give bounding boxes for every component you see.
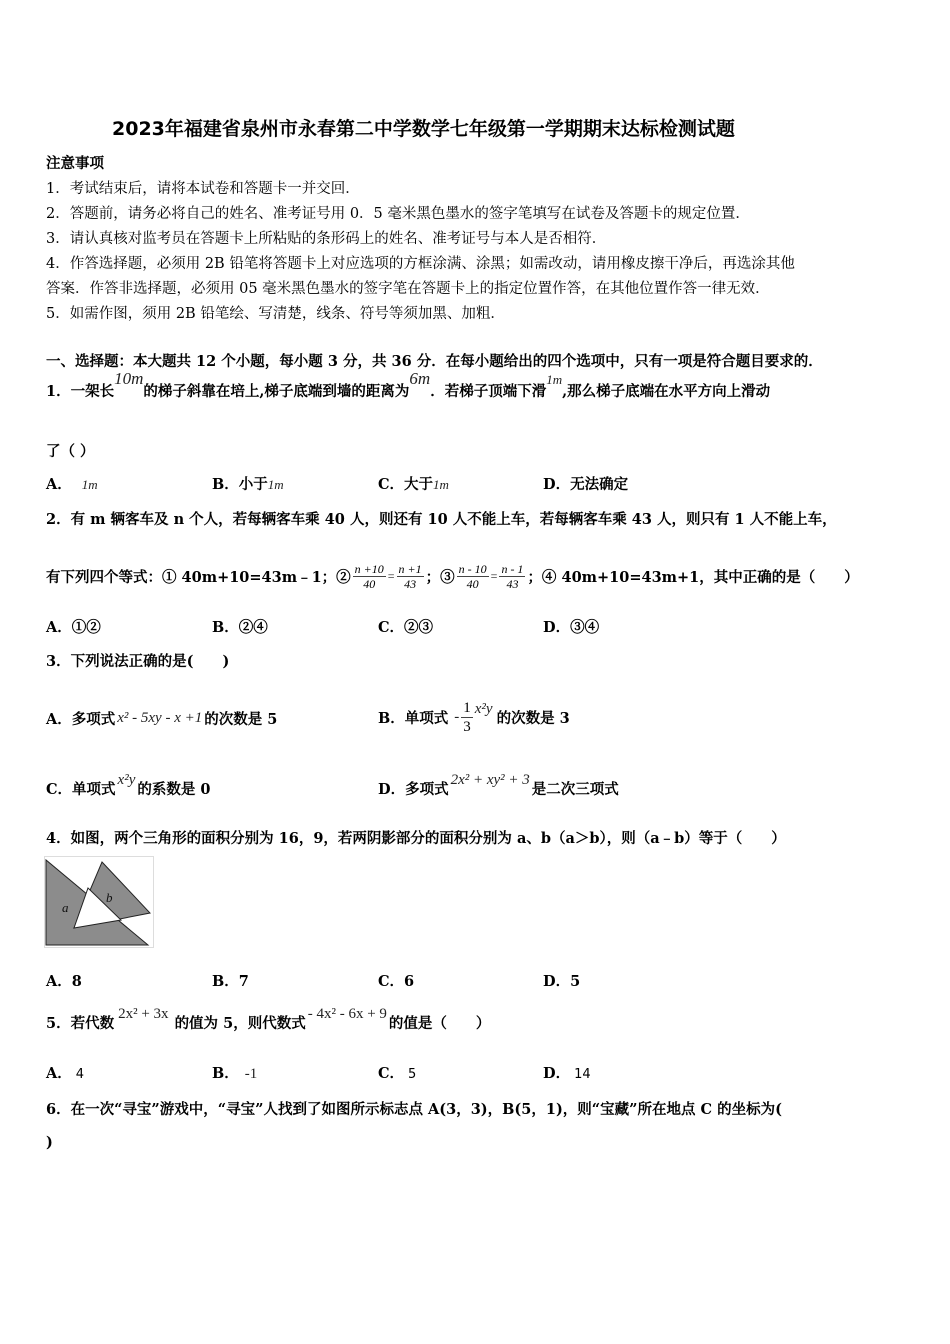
q1-text: ,那么梯子底端在水平方向上滑动 [562,383,771,400]
math-expression: x² - 5xy - x +1 [117,709,203,726]
fraction [353,562,386,591]
shaded-label-a: a [62,900,69,915]
equals-sign: = [490,568,498,583]
q2-text: ；③ [425,568,455,586]
fraction [397,562,424,591]
q5-text: 5．若代数 [46,1014,115,1032]
fraction-numerator: n - 1 [501,561,524,576]
math-expression: x²y [474,700,493,717]
q5-text: 的值是（ ） [388,1014,491,1032]
q1-text: ．若梯子顶端下滑 [430,383,547,400]
q2-option-a[interactable]: A．①② [46,619,101,636]
option-label: C． [378,1065,405,1082]
fraction [457,562,489,591]
q3-stem: 3．下列说法正确的是( ) [46,653,230,670]
q6-stem: 6．在一次“寻宝”游戏中，“寻宝”人找到了如图所示标志点 A(3，3)，B(5，1)，则“宝藏”所在地点 C 的坐标为( [46,1101,782,1118]
notice-item: 5．如需作图，须用 2B 铅笔绘、写清楚，线条、符号等须加黑、加粗． [46,306,505,322]
option-text: B．单项式 [378,709,449,727]
q3-option-d[interactable] [378,770,619,806]
math-expression: x²y [117,771,136,788]
fraction-numerator: n +1 [398,561,422,576]
math-expression: 2x² + xy² + 3 [450,771,530,788]
shaded-label-b: b [106,890,113,905]
option-text: 无法确定 [570,476,629,493]
notice-item: 2．答题前，请务必将自己的姓名、准考证号用 0．5 毫米黑色墨水的签字笔填写在试卷及答题卡的规定位置． [46,206,750,222]
fraction-numerator: n +10 [354,561,384,576]
fraction-denominator: 40 [363,576,376,591]
math-expression: - 4x² - 6x + 9 [307,1005,387,1022]
option-text: 大于 [404,476,434,493]
section-heading: 一、选择题：本大题共 12 个小题，每小题 3 分，共 36 分．在每小题给出的四个选项中，只有一项是符合题目要求的． [46,353,823,370]
option-value: 4 [75,1067,85,1082]
q2-equations [46,556,859,596]
fraction-numerator: n - 10 [458,561,487,576]
q1-option-d[interactable] [543,473,628,494]
notice-item: 3．请认真核对监考员在答题卡上所粘贴的条形码上的姓名、准考证号与本人是否相符． [46,231,607,247]
q1-text: 的梯子斜靠在培上,梯子底端到墙的距离为 [143,383,410,400]
q6-stem-end: ) [46,1134,53,1151]
option-label: D． [543,476,571,493]
q1-option-b[interactable] [212,473,284,494]
q1-slide: 1m [546,372,563,387]
fraction-denominator: 3 [463,718,471,735]
q5-stem [46,1004,490,1040]
option-text: 的系数是 0 [137,780,211,798]
option-text: D．多项式 [378,780,449,798]
q2-stem: 2．有 m 辆客车及 n 个人，若每辆客车乘 40 人，则还有 10 人不能上车，若每辆客车乘 43 人，则只有 1 人不能上车， [46,511,837,528]
fraction-denominator: 43 [404,576,417,591]
q4-option-d[interactable]: D．5 [543,973,581,990]
q2-text: 有下列四个等式：① 40m+10=43m﹣1；② [46,568,351,586]
q5-option-a[interactable] [46,1062,84,1083]
option-label: A． [46,1065,72,1082]
option-value: -1 [244,1066,258,1082]
q1-option-a[interactable] [46,473,98,494]
option-label: B． [212,1065,239,1082]
minus-sign: - [454,708,460,725]
option-value: 1m [81,477,98,492]
option-text: 的次数是 5 [204,710,278,728]
q5-option-b[interactable] [212,1062,257,1083]
option-text: 是二次三项式 [531,780,619,798]
q1-stem [46,369,771,401]
option-label: A． [46,476,72,493]
q1-option-c[interactable] [378,473,449,494]
fraction [499,562,525,591]
q2-option-c[interactable]: C．②③ [378,619,434,636]
q5-option-c[interactable] [378,1062,416,1083]
q5-text: 的值为 5，则代数式 [174,1014,306,1032]
option-label: D． [543,1065,571,1082]
q1-stem-end: 了（ ） [46,443,95,460]
notice-item: 答案．作答非选择题，必须用 05 毫米黑色墨水的签字笔在答题卡上的指定位置作答，在其他位置作答一律无效． [46,281,770,297]
option-label: B． [212,476,239,493]
fraction [461,699,473,736]
option-label: C． [378,476,405,493]
notice-item: 4．作答选择题，必须用 2B 铅笔将答题卡上对应选项的方框涂满、涂黑；如需改动，请用橡皮擦干净后，再选涂其他 [46,256,795,272]
fraction-denominator: 40 [466,576,479,591]
q4-stem: 4．如图，两个三角形的面积分别为 16，9，若两阴影部分的面积分别为 a、b（a＞b），则（a﹣b）等于（ ） [46,830,786,847]
q3-option-b[interactable] [378,684,570,750]
fraction-denominator: 43 [506,576,519,591]
option-text: 的次数是 3 [496,709,570,727]
q4-option-a[interactable]: A．8 [46,973,82,990]
q1-distance: 6m [409,369,431,388]
q3-option-c[interactable] [46,770,211,806]
q4-option-c[interactable]: C．6 [378,973,415,990]
q4-option-b[interactable]: B．7 [212,973,249,990]
math-expression: 2x² + 3x [118,1005,169,1022]
option-text: 小于 [238,476,268,493]
option-value: 5 [408,1067,417,1082]
q1-length: 10m [114,369,144,388]
q5-option-d[interactable] [543,1062,591,1083]
fraction-numerator: 1 [463,699,471,716]
q2-option-b[interactable]: B．②④ [212,619,268,636]
q2-option-d[interactable]: D．③④ [543,619,600,636]
notice-item: 1．考试结束后，请将本试卷和答题卡一并交回． [46,181,360,197]
option-value: 14 [574,1067,591,1082]
q2-text: ；④ 40m+10=43m+1，其中正确的是（ ） [527,568,859,586]
notice-heading: 注意事项 [46,155,104,172]
option-text: A．多项式 [46,710,116,728]
option-value: 1m [267,477,284,492]
option-text: C．单项式 [46,780,116,798]
triangles-figure [44,856,154,948]
page-title: 2023年福建省泉州市永春第二中学数学七年级第一学期期末达标检测试题 [112,118,735,140]
q1-text: 1．一架长 [46,383,115,400]
option-value: 1m [433,477,449,492]
q3-option-a[interactable] [46,700,277,736]
equals-sign: = [387,568,395,583]
